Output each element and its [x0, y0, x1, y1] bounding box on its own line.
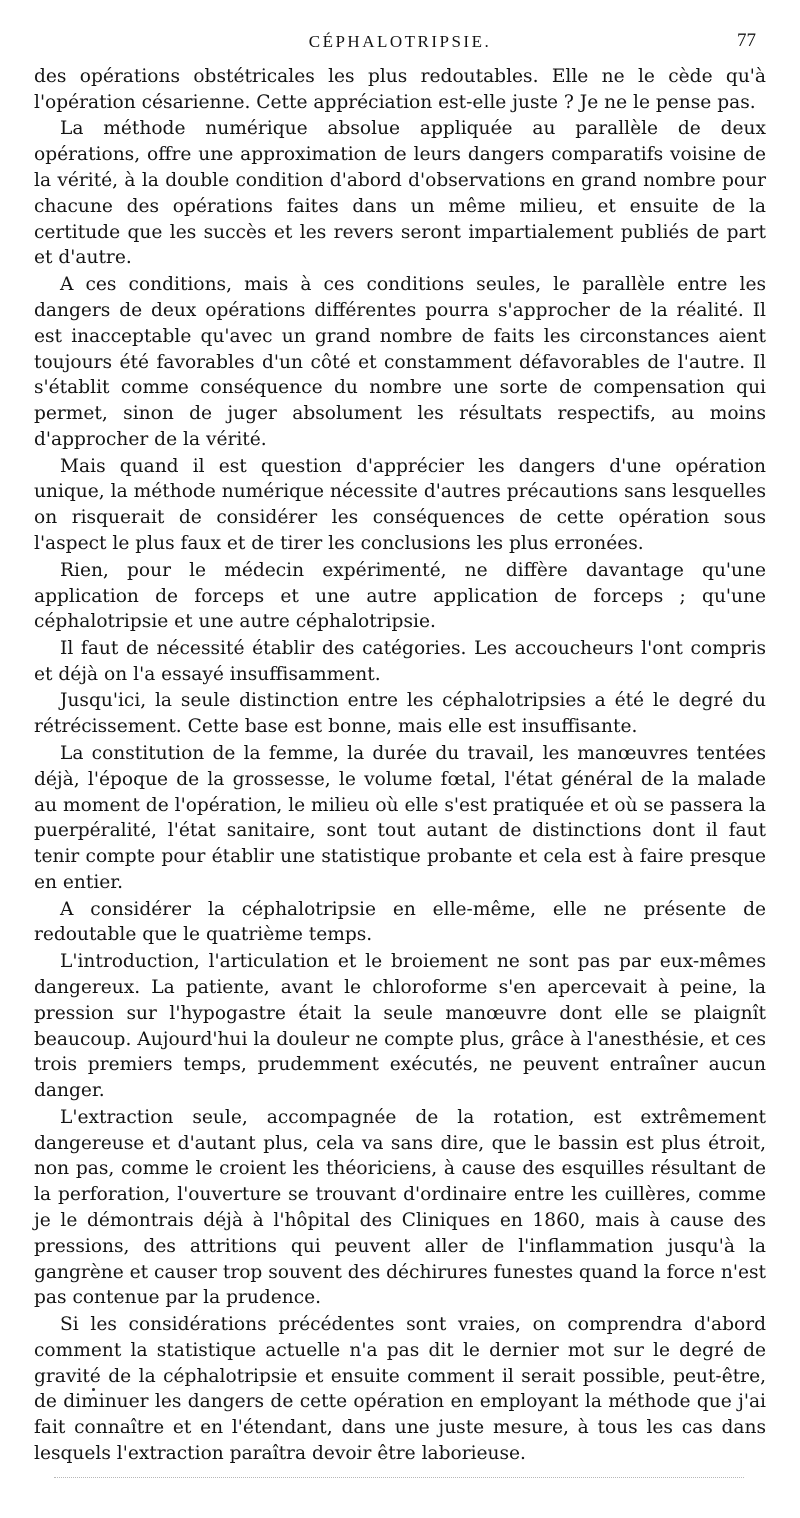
body-text [34, 64, 766, 1468]
bottom-print-artifact [54, 1477, 744, 1478]
running-title: CÉPHALOTRIPSIE. [308, 32, 492, 51]
paragraph: La méthode numérique absolue appliquée au parallèle de deux opérations, offre une approximation de leurs dangers comparatifs voisine de la vérité, à la double condition d'abord d'observations en grand nombre pour chacune des opérations faites dans un même milieu, et ensuite de la certitude que les succès et les revers seront impartialement publiés de part et d'autre. [34, 118, 766, 269]
paragraph: Jusqu'ici, la seule distinction entre les céphalotripsies a été le degré du rétrécissement. Cette base est bonne, mais elle est insuffisante. [34, 690, 766, 738]
paragraph: La constitution de la femme, la durée du travail, les manœuvres tentées déjà, l'époque de la grossesse, le volume fœtal, l'état général de la malade au moment de l'opération, le milieu où elle s'est pratiquée et où se passera la puerpéralité, l'état sanitaire, sont tout autant de distinctions dont il faut tenir compte pour établir une statistique probante et cela est à faire presque en entier. [34, 742, 766, 893]
paragraph: Il faut de nécessité établir des catégories. Les accoucheurs l'ont compris et déjà on l'a essayé insuffisamment. [34, 637, 766, 685]
paragraph: L'introduction, l'articulation et le broiement ne sont pas par eux-mêmes dangereux. La patiente, avant le chloroforme s'en apercevait à peine, la pression sur l'hypogastre était la seule manœuvre dont elle se plaignît beaucoup. Aujourd'hui la douleur ne compte plus, grâce à l'anesthésie, et ces trois premiers temps, prudemment exécutés, ne peuvent entraîner aucun danger. [34, 951, 766, 1102]
page-number: 77 [737, 30, 756, 51]
paragraph: Si les considérations précédentes sont vraies, on comprendra d'abord comment la statistique actuelle n'a pas dit le dernier mot sur le degré de gravité de la céphalotripsie et ensuite comment il serait possible, peut-être, de diminuer les dangers de cette opération en employant la méthode que j'ai fait connaître et en l'étendant, dans une juste mesure, à tous les cas dans lesquels l'extraction paraîtra devoir être laborieuse. [34, 1314, 766, 1465]
paragraph: Rien, pour le médecin expérimenté, ne diffère davantage qu'une application de forceps et une autre application de forceps ; qu'une céphalotripsie et une autre céphalotripsie. [34, 559, 766, 633]
running-head [34, 30, 766, 56]
paragraph: A considérer la céphalotripsie en elle-même, elle ne présente de redoutable que le quatrième temps. [34, 898, 766, 946]
paragraph: L'extraction seule, accompagnée de la rotation, est extrêmement dangereuse et d'autant plus, cela va sans dire, que le bassin est plus étroit, non pas, comme le croient les théoriciens, à cause des esquilles résultant de la perforation, l'ouverture se trouvant d'ordinaire entre les cuillères, comme je le démontrais déjà à l'hôpital des Cliniques en 1860, mais à cause des pressions, des attritions qui peuvent aller de l'inflammation jusqu'à la gangrène et causer trop souvent des déchirures funestes quand la force n'est pas contenue par la prudence. [34, 1106, 767, 1309]
ink-speck [92, 1388, 95, 1391]
paragraph: Mais quand il est question d'apprécier les dangers d'une opération unique, la méthode numérique nécessite d'autres précautions sans lesquelles on risquerait de considérer les conséquences de cette opération sous l'aspect le plus faux et de tirer les conclusions les plus erronées. [34, 455, 766, 555]
paragraph: A ces conditions, mais à ces conditions seules, le parallèle entre les dangers de deux opérations différentes pourra s'approcher de la réalité. Il est inacceptable qu'avec un grand nombre de faits les circonstances aient toujours été favorables d'un côté et constamment défavorables de l'autre. Il s'établit comme conséquence du nombre une sorte de compensation qui permet, sinon de juger absolument les résultats respectifs, au moins d'approcher de la vérité. [34, 274, 766, 450]
paragraph-continuation: des opérations obstétricales les plus redoutables. Elle ne le cède qu'à l'opération césarienne. Cette appréciation est-elle juste ? Je ne le pense pas. [34, 66, 766, 113]
